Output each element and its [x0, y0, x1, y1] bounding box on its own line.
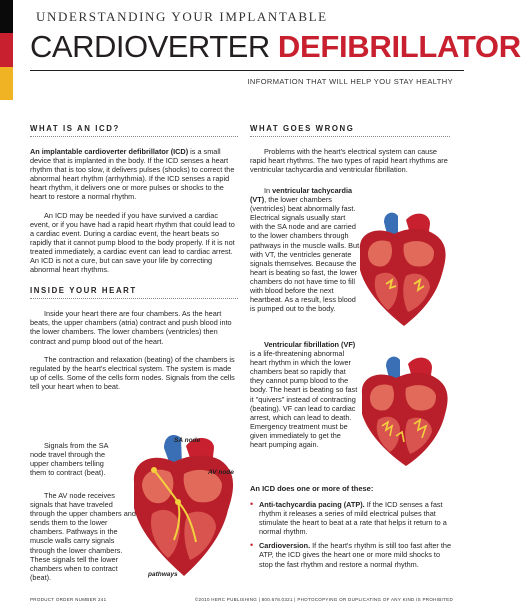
list-item: [250, 500, 455, 536]
vf-text: is a life-threatening abnormal heart rhythm in which the lower chambers beat so rapidly that they cannot pump blood to the body. The heart is beating so fast it "quivers" instead of contracting (beating). VF can lead to cardiac arrest, which can lead to death. Emergency treatment must be given immediately to get the heart pumping again.: [250, 349, 358, 450]
footer-order-number: PRODUCT ORDER NUMBER 241: [30, 597, 107, 602]
vt-intro: In: [264, 186, 273, 195]
inside-heart-heading: INSIDE YOUR HEART: [30, 286, 238, 299]
atp-term: Anti-tachycardia pacing (ATP).: [259, 500, 365, 509]
pathways-label: pathways: [148, 571, 178, 578]
right-column: [250, 124, 450, 183]
title-part-2: DEFIBRILLATOR: [277, 29, 521, 64]
vt-text: , the lower chambers (ventricles) beat abnormally fast. Electrical signals usually start with the SA node and are carried to the lower chambers through pathways in the muscle walls. But with VT, the ventricles generate signals themselves. Because the heart is beating so fast, the lower chambers do not have time to fill with blood before the next heartbeat. As a result, less blood is pumped out to the body.: [250, 195, 360, 314]
heart-conduction-illustration: [124, 430, 248, 582]
strip-red: [0, 33, 13, 67]
icd-definition-term: An implantable cardioverter defibrillator (ICD): [30, 147, 189, 156]
title-part-1: CARDIOVERTER: [30, 29, 278, 64]
cardioversion-term: Cardioversion.: [259, 541, 311, 551]
av-node-label: AV node: [208, 469, 234, 476]
header-rule: [30, 70, 464, 71]
list-item: [250, 541, 455, 568]
sa-node-label: SA node: [174, 437, 201, 444]
bullet-icon: •: [250, 540, 254, 551]
vt-paragraph: [250, 186, 360, 313]
cardioversion-text: If the heart's rhythm is still too fast after the ATP, the ICD gives the heart one or more mild shocks to stop the fast rhythm and restore a normal rhythm.: [259, 541, 451, 569]
color-strip: [0, 0, 13, 100]
what-is-icd-paragraph-2: An ICD may be needed if you have survived a cardiac event, or if you have had a rapid heart rhythm that could lead to a cardiac event. During a cardiac event, the heart beats so rapidly that it cannot pump blood to the body properly. If it is not treated immediately, a cardiac event can lead to cardiac arrest. An ICD is not a cure, but can save your life by correcting abnormal heart rhythms.: [30, 210, 235, 275]
what-is-icd-heading: WHAT IS AN ICD?: [30, 124, 238, 137]
what-is-icd-paragraph-1: [30, 147, 238, 202]
av-node-paragraph: The AV node receives signals that have traveled through the upper chambers and sends them to the lower chambers. Pathways in the muscle walls carry signals through the lower chambers. These signals tell the lower chambers when to contract (beat).: [30, 491, 136, 582]
inside-heart-paragraph-1: Inside your heart there are four chambers. As the heart beats, the upper chambers (atria) contract and push blood into the lower chambers. The lower chambers (ventricles) then contract and pump blood out of the heart.: [30, 309, 232, 346]
atp-text: If the ICD senses a fast rhythm it releases a series of mild electrical pulses that stimulate the heart to beat at a rate that helps it return to a normal rhythm.: [259, 500, 447, 537]
what-goes-wrong-paragraph: Problems with the heart's electrical system can cause rapid heart rhythms. The two types of rapid heart rhythms are ventricular tachycardia and ventricular fibrillation.: [250, 147, 448, 175]
sa-node-paragraph: Signals from the SA node travel through the upper chambers telling them to contract (beat).: [30, 441, 109, 478]
what-goes-wrong-heading: WHAT GOES WRONG: [250, 124, 450, 137]
inside-heart-paragraph-2: The contraction and relaxation (beating) of the chambers is regulated by the heart's electrical system. The system is made up of cells. Some of the cells form nodes. Signals from the cells tell your heart when to beat.: [30, 354, 235, 391]
bullet-icon: •: [250, 499, 254, 509]
strip-yellow: [0, 67, 13, 100]
icd-functions-heading: An ICD does one or more of these:: [250, 484, 374, 493]
icd-definition-text: is a small device that is implanted in the body. If the ICD senses a heart rhythm that is too slow, it delivers pulses (shocks) to correct the abnormal heart rhythm (arrhythmia). If the ICD senses a rapid heart rhythm, it delivers one or more pulses or shocks to the heart to restore a normal rhythm.: [30, 147, 235, 202]
left-column: [30, 124, 238, 400]
page-title: [30, 31, 521, 62]
list-item-text: [259, 541, 455, 568]
vt-term: ventricular tachycardia (VT): [250, 186, 353, 205]
strip-black: [0, 0, 13, 33]
heart-vt-illustration: [352, 208, 456, 328]
header-tagline: INFORMATION THAT WILL HELP YOU STAY HEALTHY: [247, 77, 453, 86]
icd-functions-list: [250, 500, 455, 574]
header-kicker: UNDERSTANDING YOUR IMPLANTABLE: [36, 9, 328, 24]
vf-term: Ventricular fibrillation (VF): [264, 340, 356, 349]
vf-paragraph: [250, 340, 358, 449]
heart-vf-illustration: [356, 352, 456, 468]
footer-copyright: ©2010 HERC PUBLISHING | 800.678.0321 | PHOTOCOPYING OR DUPLICATING OF ANY KIND IS PROHIBITED: [194, 597, 453, 602]
list-item-text: [259, 500, 455, 536]
